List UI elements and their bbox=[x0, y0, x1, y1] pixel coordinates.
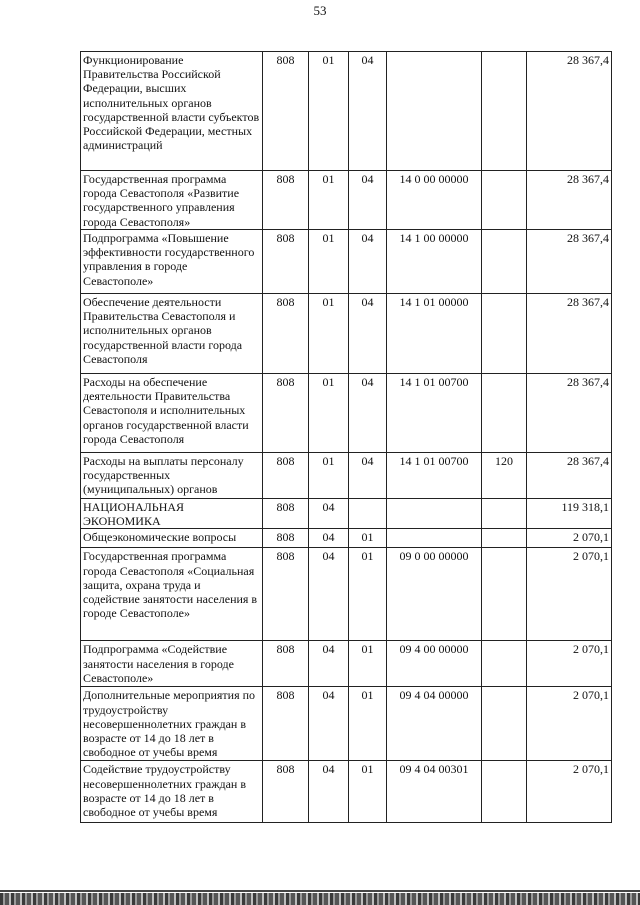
row-target-article: 09 4 00 00000 bbox=[387, 641, 482, 687]
table-row bbox=[81, 687, 612, 761]
row-target-article: 14 1 01 00700 bbox=[387, 374, 482, 453]
row-amount: 28 367,4 bbox=[527, 453, 612, 499]
row-section-code: 04 bbox=[309, 529, 349, 548]
table-row bbox=[81, 499, 612, 529]
row-expense-type bbox=[482, 529, 527, 548]
row-expense-type bbox=[482, 499, 527, 529]
row-expense-type bbox=[482, 548, 527, 641]
table-row bbox=[81, 171, 612, 230]
table-row bbox=[81, 52, 612, 171]
row-subsection-code: 01 bbox=[349, 687, 387, 761]
row-department-code: 808 bbox=[263, 374, 309, 453]
row-expense-type bbox=[482, 641, 527, 687]
row-target-article bbox=[387, 499, 482, 529]
row-amount: 28 367,4 bbox=[527, 230, 612, 294]
row-name: Государственная программа города Севастополя «Развитие государственного управления города Севастополя» bbox=[81, 171, 263, 230]
row-subsection-code: 04 bbox=[349, 52, 387, 171]
row-expense-type bbox=[482, 52, 527, 171]
row-section-code: 04 bbox=[309, 499, 349, 529]
row-department-code: 808 bbox=[263, 52, 309, 171]
table-row bbox=[81, 453, 612, 499]
row-expense-type bbox=[482, 230, 527, 294]
scan-edge-line bbox=[0, 890, 640, 892]
row-expense-type bbox=[482, 294, 527, 374]
row-target-article: 14 1 01 00700 bbox=[387, 453, 482, 499]
page-number: 53 bbox=[313, 3, 327, 18]
row-name: Подпрограмма «Повышение эффективности государственного управления в городе Севастополе» bbox=[81, 230, 263, 294]
row-subsection-code: 04 bbox=[349, 374, 387, 453]
row-amount: 2 070,1 bbox=[527, 761, 612, 823]
row-amount: 28 367,4 bbox=[527, 294, 612, 374]
row-amount: 28 367,4 bbox=[527, 52, 612, 171]
row-section-code: 04 bbox=[309, 641, 349, 687]
row-name: Расходы на выплаты персоналу государственных (муниципальных) органов bbox=[81, 453, 263, 499]
row-name: Подпрограмма «Содействие занятости населения в городе Севастополе» bbox=[81, 641, 263, 687]
row-amount: 2 070,1 bbox=[527, 641, 612, 687]
row-name: Функционирование Правительства Российской Федерации, высших исполнительных органов государственной власти субъектов Российской Федерации, местных администраций bbox=[81, 52, 263, 171]
table-row bbox=[81, 761, 612, 823]
row-subsection-code: 04 bbox=[349, 294, 387, 374]
row-amount: 28 367,4 bbox=[527, 374, 612, 453]
row-section-code: 01 bbox=[309, 230, 349, 294]
row-name: НАЦИОНАЛЬНАЯ ЭКОНОМИКА bbox=[81, 499, 263, 529]
row-expense-type bbox=[482, 761, 527, 823]
row-target-article: 09 4 04 00301 bbox=[387, 761, 482, 823]
row-subsection-code: 04 bbox=[349, 230, 387, 294]
row-section-code: 04 bbox=[309, 761, 349, 823]
row-amount: 119 318,1 bbox=[527, 499, 612, 529]
row-name: Государственная программа города Севастополя «Социальная защита, охрана труда и содействие занятости населения в городе Севастополе» bbox=[81, 548, 263, 641]
row-department-code: 808 bbox=[263, 687, 309, 761]
row-department-code: 808 bbox=[263, 761, 309, 823]
row-section-code: 01 bbox=[309, 52, 349, 171]
row-subsection-code: 04 bbox=[349, 171, 387, 230]
row-subsection-code: 01 bbox=[349, 761, 387, 823]
table-row bbox=[81, 529, 612, 548]
row-section-code: 04 bbox=[309, 687, 349, 761]
row-department-code: 808 bbox=[263, 453, 309, 499]
row-name: Расходы на обеспечение деятельности Правительства Севастополя и исполнительных органов государственной власти города Севастополя bbox=[81, 374, 263, 453]
row-subsection-code bbox=[349, 499, 387, 529]
row-expense-type bbox=[482, 687, 527, 761]
row-target-article: 14 1 00 00000 bbox=[387, 230, 482, 294]
row-target-article bbox=[387, 529, 482, 548]
row-name: Дополнительные мероприятия по трудоустройству несовершеннолетних граждан в возрасте от 14 до 18 лет в свободное от учебы время bbox=[81, 687, 263, 761]
row-department-code: 808 bbox=[263, 499, 309, 529]
scan-edge-band bbox=[0, 893, 640, 905]
row-expense-type: 120 bbox=[482, 453, 527, 499]
row-target-article: 09 4 04 00000 bbox=[387, 687, 482, 761]
row-target-article: 14 0 00 00000 bbox=[387, 171, 482, 230]
row-expense-type bbox=[482, 171, 527, 230]
row-subsection-code: 01 bbox=[349, 548, 387, 641]
row-subsection-code: 04 bbox=[349, 453, 387, 499]
table-row bbox=[81, 294, 612, 374]
row-department-code: 808 bbox=[263, 529, 309, 548]
row-name: Обеспечение деятельности Правительства Севастополя и исполнительных органов государственной власти города Севастополя bbox=[81, 294, 263, 374]
row-department-code: 808 bbox=[263, 641, 309, 687]
row-section-code: 04 bbox=[309, 548, 349, 641]
table-row bbox=[81, 230, 612, 294]
row-name: Содействие трудоустройству несовершеннолетних граждан в возрасте от 14 до 18 лет в свободное от учебы время bbox=[81, 761, 263, 823]
row-amount: 2 070,1 bbox=[527, 687, 612, 761]
row-name: Общеэкономические вопросы bbox=[81, 529, 263, 548]
row-subsection-code: 01 bbox=[349, 641, 387, 687]
row-section-code: 01 bbox=[309, 171, 349, 230]
row-section-code: 01 bbox=[309, 294, 349, 374]
row-target-article bbox=[387, 52, 482, 171]
row-department-code: 808 bbox=[263, 294, 309, 374]
budget-table bbox=[80, 51, 612, 823]
table-row bbox=[81, 641, 612, 687]
row-department-code: 808 bbox=[263, 230, 309, 294]
row-expense-type bbox=[482, 374, 527, 453]
row-target-article: 09 0 00 00000 bbox=[387, 548, 482, 641]
row-subsection-code: 01 bbox=[349, 529, 387, 548]
row-department-code: 808 bbox=[263, 171, 309, 230]
table-row bbox=[81, 374, 612, 453]
row-amount: 2 070,1 bbox=[527, 548, 612, 641]
row-amount: 28 367,4 bbox=[527, 171, 612, 230]
row-department-code: 808 bbox=[263, 548, 309, 641]
table-row bbox=[81, 548, 612, 641]
row-section-code: 01 bbox=[309, 453, 349, 499]
row-section-code: 01 bbox=[309, 374, 349, 453]
row-amount: 2 070,1 bbox=[527, 529, 612, 548]
row-target-article: 14 1 01 00000 bbox=[387, 294, 482, 374]
